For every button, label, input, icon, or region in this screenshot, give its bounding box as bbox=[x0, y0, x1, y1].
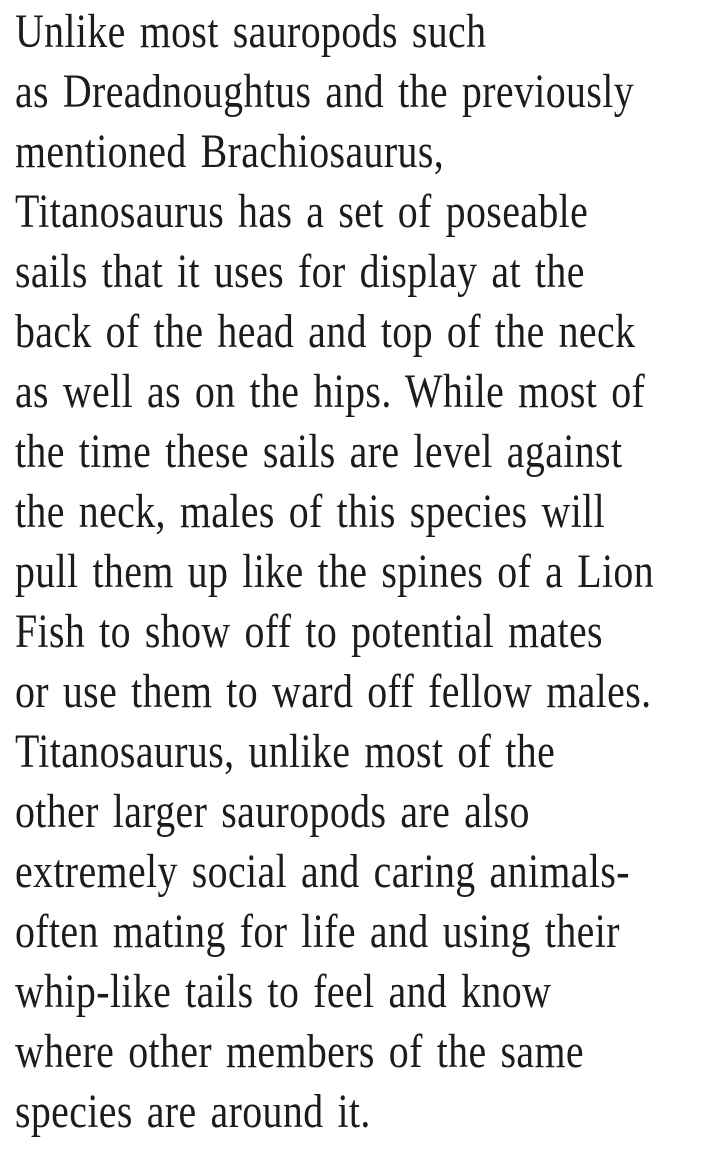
paragraph bbox=[0, 2, 724, 1142]
text-line: sails that it uses for display at the bbox=[14, 245, 585, 298]
text-line: as well as on the hips. While most of bbox=[14, 365, 646, 418]
text-line: back of the head and top of the neck bbox=[14, 305, 636, 358]
text-line: or use them to ward off fellow males. bbox=[14, 665, 652, 718]
text-line: Titanosaurus has a set of poseable bbox=[14, 185, 589, 238]
text-line: other larger sauropods are also bbox=[14, 785, 530, 838]
text-line: where other members of the same bbox=[14, 1025, 584, 1078]
text-line: mentioned Brachiosaurus, bbox=[14, 125, 445, 178]
text-line: the neck, males of this species will bbox=[14, 485, 606, 538]
text-line: often mating for life and using their bbox=[14, 905, 620, 958]
text-line: Titanosaurus, unlike most of the bbox=[14, 725, 556, 778]
text-line: the time these sails are level against bbox=[14, 425, 623, 478]
text-line: as Dreadnoughtus and the previously bbox=[14, 65, 635, 118]
text-line: whip-like tails to feel and know bbox=[14, 965, 552, 1018]
text-line: species are around it. bbox=[14, 1085, 371, 1138]
text-line: pull them up like the spines of a Lion bbox=[14, 545, 655, 598]
text-line: Fish to show off to potential mates bbox=[14, 605, 603, 658]
text-line: Unlike most sauropods such bbox=[14, 5, 487, 58]
text-line: extremely social and caring animals- bbox=[14, 845, 630, 898]
